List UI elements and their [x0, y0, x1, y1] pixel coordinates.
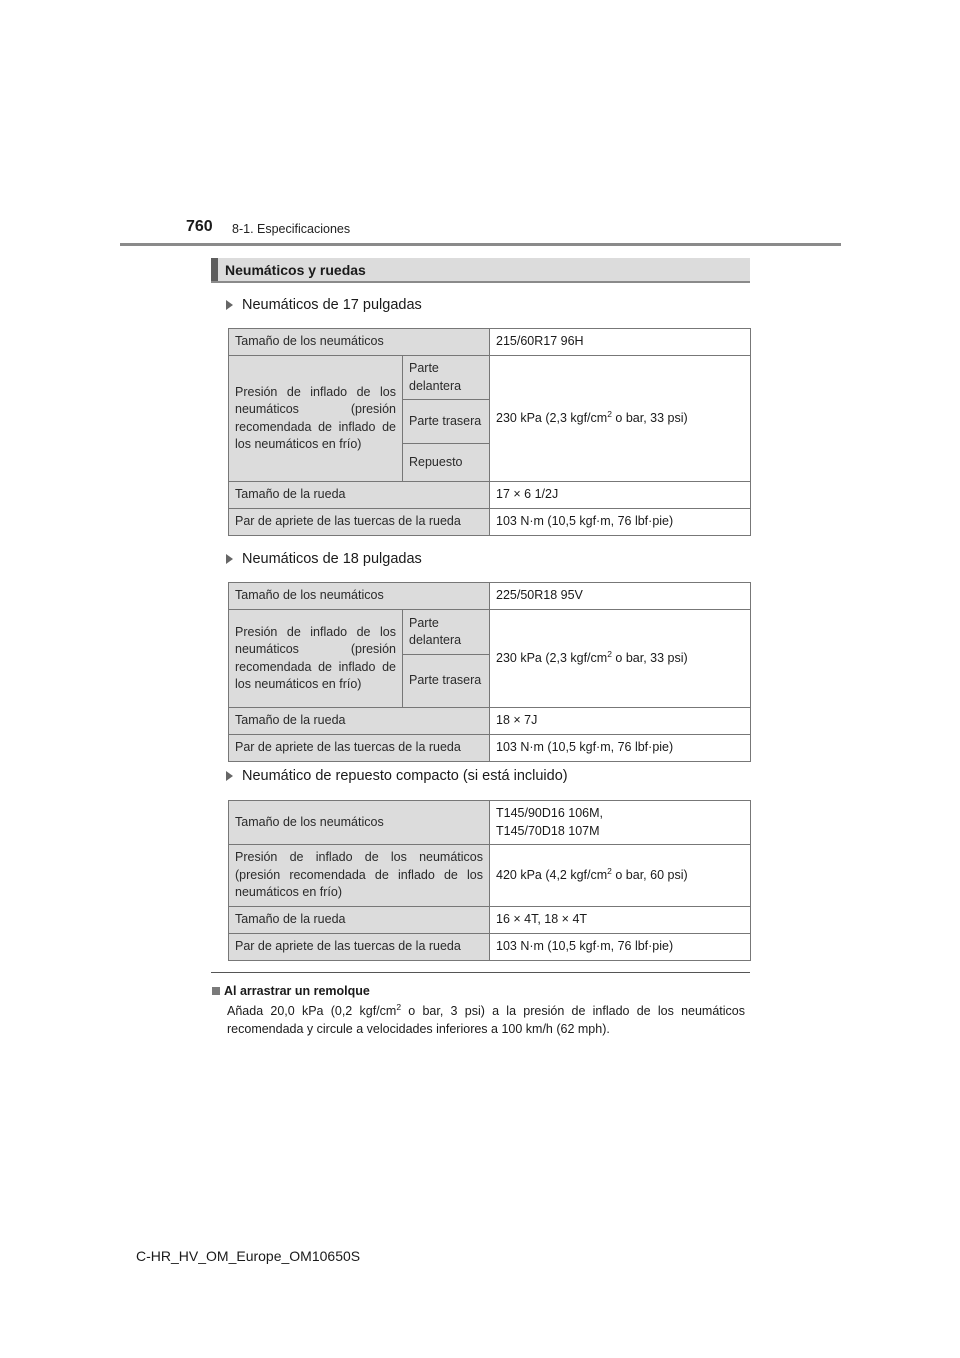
torque-label: Par de apriete de las tuercas de la rueda — [229, 933, 490, 960]
square-bullet-icon — [212, 987, 220, 995]
subheading-compact-spare-label: Neumático de repuesto compacto (si está incluido) — [242, 768, 568, 784]
table-row — [229, 329, 751, 356]
wheel-size-value: 18 × 7J — [490, 708, 751, 735]
subheading-18-inch — [226, 551, 422, 567]
table-row — [229, 482, 751, 509]
table-row — [229, 583, 751, 610]
tire-size-label: Tamaño de los neumáticos — [229, 583, 490, 610]
table-row — [229, 708, 751, 735]
subheading-compact-spare — [226, 768, 568, 784]
position-spare: Repuesto — [403, 444, 490, 482]
table-row — [229, 906, 751, 933]
note-body: Añada 20,0 kPa (0,2 kgf/$cm^2$ o bar, 3 psi) a la presión de inflado de los neumáticos recomendada y circule a velocidades inferiores a 100 km/h (62 mph). — [227, 1002, 745, 1036]
torque-label: Par de apriete de las tuercas de la rueda — [229, 509, 490, 536]
header-divider — [120, 243, 841, 246]
tire-size-value: 225/50R18 95V — [490, 583, 751, 610]
spec-table-compact-spare — [228, 800, 751, 961]
triangle-bullet-icon — [226, 300, 233, 310]
heading-accent-bar — [211, 258, 218, 281]
subheading-17-inch — [226, 297, 422, 313]
table-row — [229, 509, 751, 536]
pressure-value: 230 kPa (2,3 kgf/$cm^2$ o bar, 33 psi) — [490, 610, 751, 708]
triangle-bullet-icon — [226, 554, 233, 564]
pressure-value: 420 kPa (4,2 kgf/$cm^2$ o bar, 60 psi) — [490, 845, 751, 907]
pressure-label: Presión de inflado de los neumáticos (presión recomendada de inflado de los neumáticos en frío) — [229, 356, 403, 482]
triangle-bullet-icon — [226, 771, 233, 781]
table-row — [229, 801, 751, 845]
spec-table-17-inch — [228, 328, 751, 536]
note-title — [212, 984, 370, 998]
pressure-value: 230 kPa (2,3 kgf/$cm^2$ o bar, 33 psi) — [490, 356, 751, 482]
table-row — [229, 735, 751, 762]
note-title-text: Al arrastrar un remolque — [224, 984, 370, 998]
wheel-size-value: 17 × 6 1/2J — [490, 482, 751, 509]
subheading-18-inch-label: Neumáticos de 18 pulgadas — [242, 551, 422, 567]
spec-table-18-inch — [228, 582, 751, 762]
wheel-size-value: 16 × 4T, 18 × 4T — [490, 906, 751, 933]
document-id: C-HR_HV_OM_Europe_OM10650S — [136, 1248, 361, 1264]
torque-value: 103 N·m (10,5 kgf·m, 76 lbf·pie) — [490, 509, 751, 536]
subheading-17-inch-label: Neumáticos de 17 pulgadas — [242, 297, 422, 313]
table-row — [229, 845, 751, 907]
page-number: 760 — [186, 218, 213, 235]
torque-value: 103 N·m (10,5 kgf·m, 76 lbf·pie) — [490, 933, 751, 960]
table-row — [229, 610, 751, 655]
wheel-size-label: Tamaño de la rueda — [229, 708, 490, 735]
section-heading — [211, 258, 750, 283]
section-heading-title: Neumáticos y ruedas — [225, 262, 366, 278]
torque-value: 103 N·m (10,5 kgf·m, 76 lbf·pie) — [490, 735, 751, 762]
position-rear: Parte trasera — [403, 655, 490, 708]
tire-size-value: 215/60R17 96H — [490, 329, 751, 356]
table-row — [229, 356, 751, 400]
tire-size-label: Tamaño de los neumáticos — [229, 329, 490, 356]
section-end-divider — [211, 972, 750, 973]
wheel-size-label: Tamaño de la rueda — [229, 482, 490, 509]
wheel-size-label: Tamaño de la rueda — [229, 906, 490, 933]
pressure-label: Presión de inflado de los neumáticos (presión recomendada de inflado de los neumáticos en frío) — [229, 610, 403, 708]
tire-size-value: T145/90D16 106M, T145/70D18 107M — [490, 801, 751, 845]
position-front: Parte delantera — [403, 356, 490, 400]
position-rear: Parte trasera — [403, 400, 490, 444]
pressure-label: Presión de inflado de los neumáticos (presión recomendada de inflado de los neumáticos en frío) — [229, 845, 490, 907]
torque-label: Par de apriete de las tuercas de la rueda — [229, 735, 490, 762]
position-front: Parte delantera — [403, 610, 490, 655]
section-label: 8-1. Especificaciones — [232, 222, 351, 236]
tire-size-label: Tamaño de los neumáticos — [229, 801, 490, 845]
table-row — [229, 933, 751, 960]
